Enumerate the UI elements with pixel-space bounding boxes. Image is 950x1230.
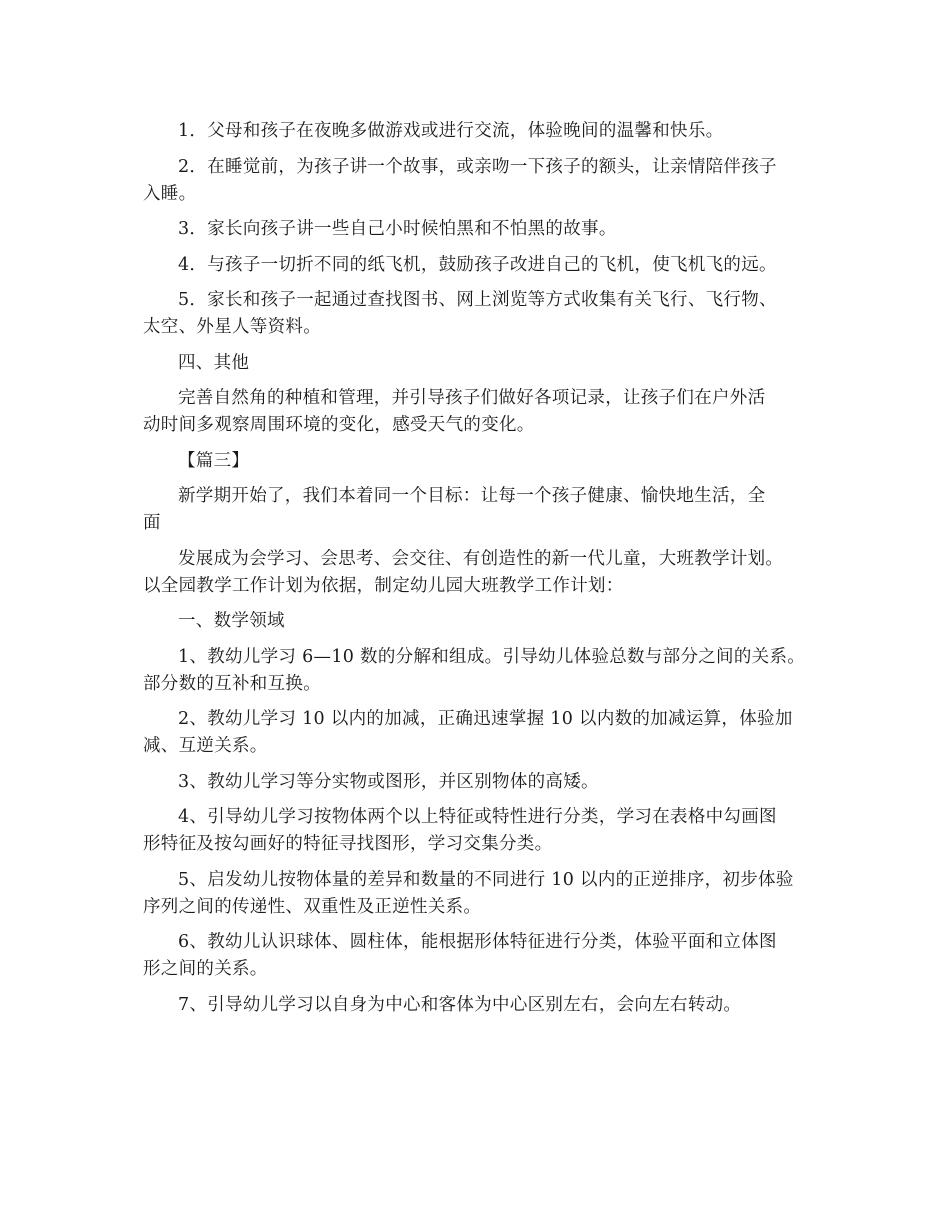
text-line: 减、互逆关系。 bbox=[143, 736, 268, 756]
text-line: 序列之间的传递性、双重性及正逆性关系。 bbox=[143, 896, 482, 917]
paragraph bbox=[143, 385, 815, 439]
paragraph bbox=[143, 929, 815, 983]
text-line: 面 bbox=[143, 513, 161, 533]
text-line: 入睡。 bbox=[143, 183, 197, 204]
text-line: 2．在睡觉前，为孩子讲一个故事，或亲吻一下孩子的额头，让亲情陪伴孩子 bbox=[178, 156, 777, 177]
paragraph bbox=[143, 867, 815, 921]
text-line: 6、教幼儿认识球体、圆柱体，能根据形体特征进行分类，体验平面和立体图 bbox=[178, 932, 777, 952]
text-line: 四、其他 bbox=[178, 352, 250, 373]
text-line: 太空、外星人等资料。 bbox=[143, 317, 321, 337]
paragraph bbox=[143, 118, 815, 145]
text-line: 新学期开始了，我们本着同一个目标：让每一个孩子健康、愉快地生活，全 bbox=[178, 486, 766, 506]
paragraph bbox=[143, 706, 815, 760]
text-line: 一、数学领域 bbox=[178, 611, 285, 631]
paragraph bbox=[143, 483, 815, 537]
text-line: 7、引导幼儿学习以自身为中心和客体为中心区别左右，会向左右转动。 bbox=[178, 994, 742, 1015]
paragraph bbox=[143, 546, 815, 600]
text-line: 4．与孩子一切折不同的纸飞机，鼓励孩子改进自己的飞机，使飞机飞的远。 bbox=[178, 254, 777, 275]
text-line: 以全园教学工作计划为依据，制定幼儿园大班教学工作计划： bbox=[143, 575, 624, 596]
paragraph bbox=[143, 350, 815, 377]
paragraph bbox=[143, 769, 815, 796]
text-line: 2、教幼儿学习 10 以内的加减，正确迅速掌握 10 以内数的加减运算，体验加 bbox=[178, 709, 793, 729]
paragraph bbox=[143, 644, 815, 698]
text-line: 发展成为会学习、会思考、会交往、有创造性的新一代儿童，大班教学计划。 bbox=[178, 548, 784, 569]
text-line: 1、教幼儿学习 6—10 数的分解和组成。引导幼儿体验总数与部分之间的关系。 bbox=[178, 646, 806, 667]
paragraph bbox=[143, 804, 815, 858]
text-line: 3．家长向孩子讲一些自己小时候怕黑和不怕黑的故事。 bbox=[178, 219, 617, 239]
paragraph bbox=[143, 287, 815, 341]
text-line: 动时间多观察周围环境的变化，感受天气的变化。 bbox=[143, 415, 535, 435]
text-line: 4、引导幼儿学习按物体两个以上特征或特性进行分类，学习在表格中勾画图 bbox=[178, 807, 777, 827]
paragraph bbox=[143, 448, 815, 475]
text-line: 完善自然角的种植和管理，并引导孩子们做好各项记录，让孩子们在户外活 bbox=[178, 388, 766, 408]
paragraph bbox=[143, 154, 815, 208]
text-line: 【篇三】 bbox=[178, 450, 250, 471]
paragraph bbox=[143, 608, 815, 635]
text-line: 3、教幼儿学习等分实物或图形，并区别物体的高矮。 bbox=[178, 771, 599, 792]
text-line: 5、启发幼儿按物体量的差异和数量的不同进行 10 以内的正逆排序，初步体验 bbox=[178, 869, 794, 890]
text-line: 1．父母和孩子在夜晚多做游戏或进行交流，体验晚间的温馨和快乐。 bbox=[178, 121, 724, 141]
text-line: 形特征及按勾画好的特征寻找图形，学习交集分类。 bbox=[143, 834, 553, 854]
paragraph bbox=[143, 216, 815, 243]
text-line: 形之间的关系。 bbox=[143, 959, 268, 979]
text-line: 部分数的互补和互换。 bbox=[143, 673, 321, 694]
paragraph bbox=[143, 992, 815, 1019]
document-body bbox=[143, 118, 815, 1019]
text-line: 5．家长和孩子一起通过查找图书、网上浏览等方式收集有关飞行、飞行物、 bbox=[178, 290, 777, 310]
paragraph bbox=[143, 252, 815, 279]
